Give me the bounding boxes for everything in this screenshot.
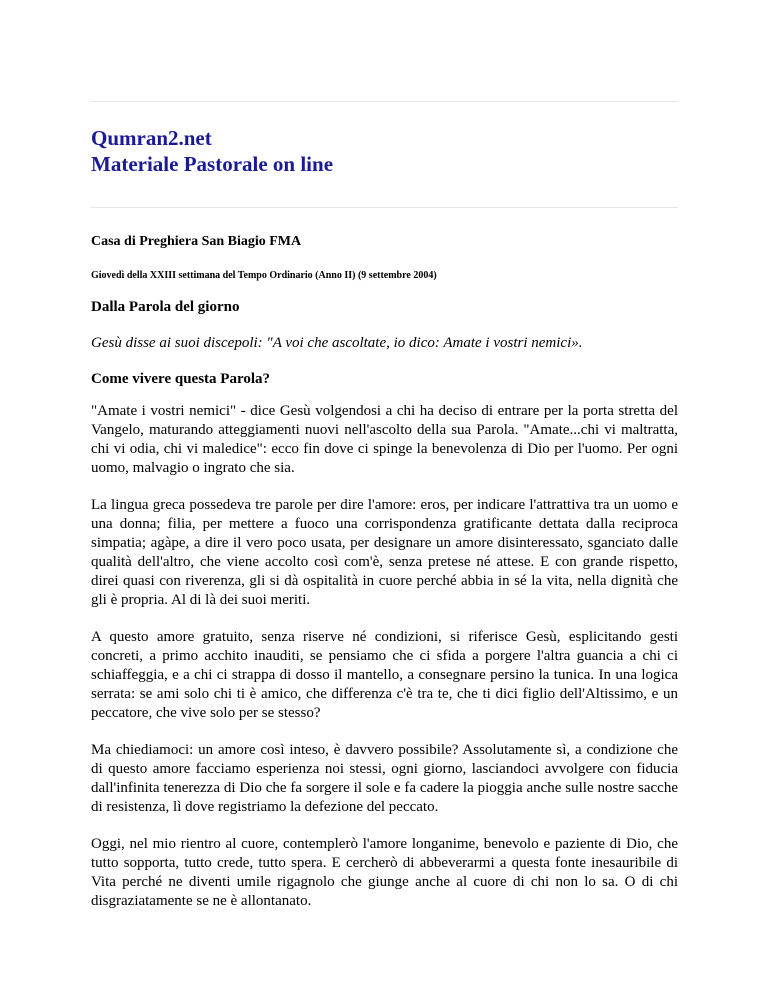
paragraph: Ma chiediamoci: un amore così inteso, è davvero possibile? Assolutamente sì, a condizione che di questo amore facciamo esperienza noi stessi, ogni giorno, lasciandoci avvolgere con fiducia dall'infinita tenerezza di Dio che fa sorgere il sole e fa cadere la pioggia anche sulle nostre sacche di resistenza, lì dove registriamo la defezione del peccato.	[91, 742, 678, 815]
site-tagline: Materiale Pastorale on line	[91, 152, 334, 176]
reflection-body	[91, 402, 678, 929]
top-divider	[91, 101, 678, 102]
word-heading: Dalla Parola del giorno	[91, 299, 240, 315]
paragraph: A questo amore gratuito, senza riserve né condizioni, si riferisce Gesù, esplicitando gesti concreti, a primo acchito inauditi, se pensiamo che ci sfida a porgere l'altra guancia a chi ci schiaffeggia, e a chi ci strappa di dosso il mantello, a consegnare persino la tunica. In una logica serrata: se ami solo chi ti è amico, che differenza c'è tra te, che ti dici figlio dell'Altissimo, e un peccatore, che vive solo per se stesso?	[91, 629, 678, 721]
date-line: Giovedì della XXIII settimana del Tempo Ordinario (Anno II) (9 settembre 2004)	[91, 270, 437, 281]
organization-name: Casa di Preghiera San Biagio FMA	[91, 234, 302, 249]
gospel-quote: Gesù disse ai suoi discepoli: "A voi che ascoltate, io dico: Amate i vostri nemici».	[91, 335, 583, 351]
reflection-heading: Come vivere questa Parola?	[91, 371, 270, 387]
paragraph: Oggi, nel mio rientro al cuore, contemplerò l'amore longanime, benevolo e paziente di Dio, che tutto sopporta, tutto crede, tutto spera. E cercherò di abbeverarmi a questa fonte inesauribile di Vita perché ne diventi umile rigagnolo che giunge anche al cuore di chi non lo sa. O di chi disgraziatamente se ne è allontanato.	[91, 836, 678, 909]
site-name: Qumran2.net	[91, 126, 212, 150]
site-title	[91, 125, 333, 177]
paragraph: La lingua greca possedeva tre parole per dire l'amore: eros, per indicare l'attrattiva tra un uomo e una donna; filia, per mettere a fuoco una corrispondenza gratificante dettata dalla reciproca simpatia; agàpe, a dire il vero poco usata, per designare un amore disinteressato, sganciato dalle qualità dell'altro, che viene accolto così com'è, senza pretese né attese. E con grande rispetto, direi quasi con riverenza, gli si dà ospitalità in cuore perché abbia in sé la vita, nella dignità che gli è propria. Al di là dei suoi meriti.	[91, 497, 678, 608]
paragraph: "Amate i vostri nemici" - dice Gesù volgendosi a chi ha deciso di entrare per la porta stretta del Vangelo, maturando atteggiamenti nuovi nell'ascolto della sua Parola. "Amate...chi vi maltratta, chi vi odia, chi vi maledice": ecco fin dove ci spinge la benevolenza di Dio per l'uomo. Per ogni uomo, malvagio o ingrato che sia.	[91, 403, 678, 476]
header-divider	[91, 207, 678, 208]
